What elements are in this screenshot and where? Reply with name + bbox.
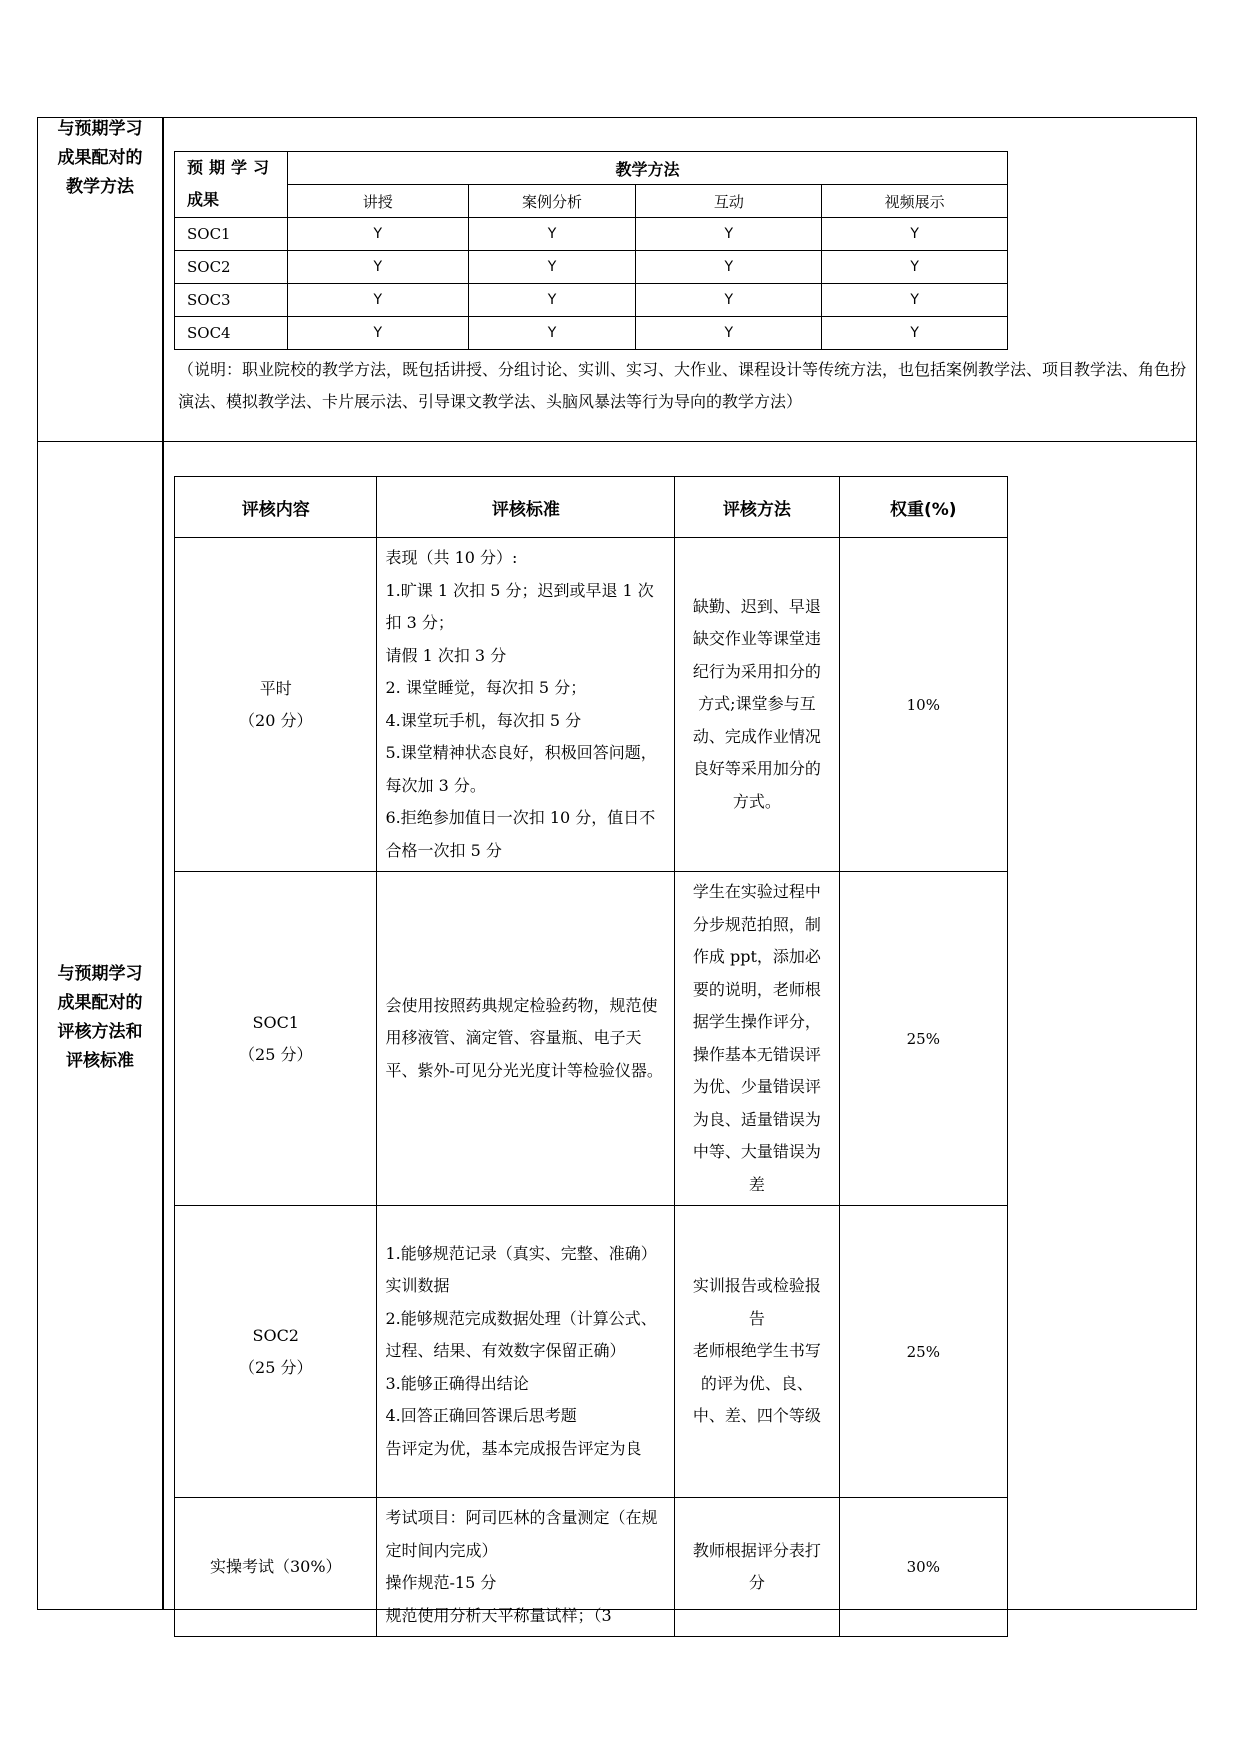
table-row: SOC3 Y Y Y Y — [175, 284, 1008, 317]
method-header: 互动 — [636, 185, 822, 218]
teaching-methods-table — [174, 151, 1008, 350]
method-header: 案例分析 — [468, 185, 636, 218]
section2-title-line: 评核方法和 — [57, 1022, 143, 1042]
method-header: 视频展示 — [822, 185, 1008, 218]
section2-title — [38, 960, 162, 1076]
table-row — [175, 1206, 1008, 1498]
assessment-item: SOC2 （25 分） — [175, 1206, 377, 1498]
teaching-methods-note: （说明：职业院校的教学方法，既包括讲授、分组讨论、实训、实习、大作业、课程设计等传统方法，也包括案例教学法、项目教学法、角色扮演法、模拟教学法、卡片展示法、引导课文教学法、头脑风暴法等行为导向的教学方法） — [178, 360, 1187, 411]
form-frame — [37, 117, 1197, 1625]
table-row — [175, 872, 1008, 1206]
methods-header: 教学方法 — [287, 152, 1007, 185]
assessment-criteria: 表现（共 10 分）: 1.旷课 1 次扣 5 分；迟到或早退 1 次扣 3 分； 请假 1 次扣 3 分 2. 课堂睡觉，每次扣 5 分； 4.课堂玩手机，每次扣 5 分 5.课堂精神状态良好，积极回答问题，每次加 3 分。 6.拒绝参加值日一次扣 10 分，值日不合格一次扣 5 分 — [377, 538, 675, 872]
assessment-item: 实操考试（30%） — [175, 1498, 377, 1637]
assessment-weight: 30% — [839, 1498, 1007, 1637]
table-row — [175, 538, 1008, 872]
assessment-method: 教师根据评分表打分 — [675, 1498, 839, 1637]
method-header: 讲授 — [287, 185, 468, 218]
assessment-method: 实训报告或检验报告 老师根绝学生书写的评为优、良、中、差、四个等级 — [675, 1206, 839, 1498]
assessment-method: 学生在实验过程中分步规范拍照，制作成 ppt，添加必要的说明，老师根据学生操作评分，操作基本无错误评为优、少量错误评为良、适量错误为中等、大量错误为差 — [675, 872, 839, 1206]
column-divider-double — [163, 118, 164, 1609]
table-row: SOC2 Y Y Y Y — [175, 251, 1008, 284]
assessment-criteria: 1.能够规范记录（真实、完整、准确）实训数据 2.能够规范完成数据处理（计算公式、过程、结果、有效数字保留正确） 3.能够正确得出结论 4.回答正确回答课后思考题 告评定为优，基本完成报告评定为良 — [377, 1206, 675, 1498]
assessment-method: 缺勤、迟到、早退缺交作业等课堂违纪行为采用扣分的方式;课堂参与互动、完成作业情况良好等采用加分的方式。 — [675, 538, 839, 872]
section2-title-line: 与预期学习 — [57, 964, 143, 984]
section1-title-line: 与预期学习 — [57, 119, 143, 139]
outcome-header: 预期学习 成果 — [175, 152, 288, 218]
section1-title — [38, 115, 162, 202]
section1-title-line: 教学方法 — [66, 177, 134, 197]
table-row: SOC1 Y Y Y Y — [175, 218, 1008, 251]
section2-title-line: 成果配对的 — [57, 993, 143, 1013]
header-weight: 权重(%) — [839, 477, 1007, 538]
assessment-table — [174, 476, 1008, 1637]
assessment-criteria: 考试项目：阿司匹林的含量测定（在规定时间内完成） 操作规范-15 分 规范使用分析天平称量试样；（3 — [377, 1498, 675, 1637]
section2-title-line: 评核标准 — [66, 1051, 134, 1071]
header-criteria: 评核标准 — [377, 477, 675, 538]
assessment-criteria: 会使用按照药典规定检验药物，规范使用移液管、滴定管、容量瓶、电子天平、紫外-可见分光光度计等检验仪器。 — [377, 872, 675, 1206]
section1-title-line: 成果配对的 — [57, 148, 143, 168]
table-row: SOC4 Y Y Y Y — [175, 317, 1008, 350]
assessment-item: SOC1 （25 分） — [175, 872, 377, 1206]
assessment-weight: 25% — [839, 1206, 1007, 1498]
table-row — [175, 1498, 1008, 1637]
assessment-weight: 10% — [839, 538, 1007, 872]
header-method: 评核方法 — [675, 477, 839, 538]
header-content: 评核内容 — [175, 477, 377, 538]
row-divider — [38, 441, 1196, 442]
assessment-weight: 25% — [839, 872, 1007, 1206]
assessment-item: 平时 （20 分） — [175, 538, 377, 872]
